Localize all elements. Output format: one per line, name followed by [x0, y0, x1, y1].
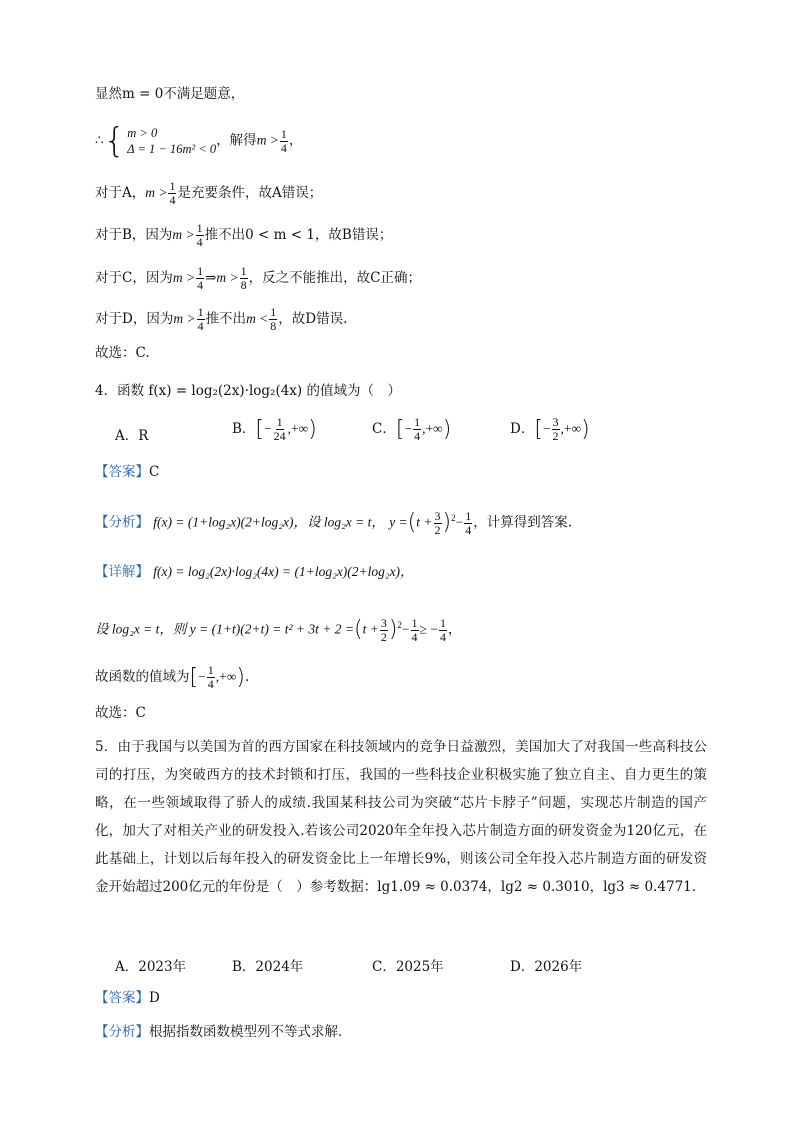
fraction: $\frac{1}{4}$	[280, 126, 287, 155]
text-line: 对于C，因为m > $\frac{1}{4}$ ⇒m > $\frac{1}{8}$ ，反之不能推出，故C正确；	[95, 264, 421, 292]
q4-detail-line2: 设 log₂x = t，则 y = (1+t)(2+t) = t² + 3t + 2 =(t + $\frac{3}{2}$ )$^2$− $\frac{1}{4}$ ≥ − $\frac{1}{4}$ ，	[95, 615, 462, 644]
text-line: 对于A，m > $\frac{1}{4}$ 是充要条件，故A错误；	[95, 179, 323, 207]
q5-option-d: D．2026年	[510, 959, 583, 975]
q4-option-a: A．R	[115, 428, 149, 444]
q5-answer: 【答案】D	[95, 990, 160, 1006]
q5-option-a: A．2023年	[115, 959, 187, 975]
q4-range: 故函数的值域为[− $\frac{1}{4}$ ,+∞).	[95, 663, 250, 691]
q5-option-b: B．2024年	[232, 959, 304, 975]
question-4-stem: 4．函数 f(x) = log₂(2x)·log₂(4x) 的值域为（ ）	[95, 383, 401, 399]
q4-option-c: C．[− $\frac{1}{4}$ ,+∞)	[372, 415, 452, 443]
inequality-system: { m > 0 Δ = 1 − 16m² < 0	[103, 121, 217, 161]
text-line: 显然m = 0不满足题意，	[95, 86, 245, 102]
q4-choice: 故选：C	[95, 705, 146, 721]
inequality-system-line: ∴ { m > 0 Δ = 1 − 16m² < 0 ，解得m > $\frac{1}{4}$ ，	[95, 121, 303, 161]
q4-option-d: D．[− $\frac{3}{2}$ ,+∞)	[510, 415, 590, 443]
text-line: 对于D，因为m > $\frac{1}{4}$ 推不出m < $\frac{1}{8}$ ，故D错误.	[95, 305, 348, 333]
q4-analysis: 【分析】 f(x) = (1+log₂x)(2+log₂x)，设 log₂x = t， y =(t + $\frac{3}{2}$ )$^2$− $\frac{1}{4}$ ，计算得到答案.	[95, 508, 573, 537]
q5-option-c: C．2025年	[372, 959, 444, 975]
text-line: 对于B，因为m > $\frac{1}{4}$ 推不出0 < m < 1，故B错误；	[95, 221, 393, 249]
q4-answer: 【答案】C	[95, 464, 160, 480]
text-line: 故选：C.	[95, 345, 150, 361]
q5-analysis: 【分析】根据指数函数模型列不等式求解．	[95, 1024, 352, 1040]
q4-option-b: B．[− $\frac{1}{24}$ ,+∞)	[232, 415, 317, 443]
question-5-stem: 5．由于我国与以美国为首的西方国家在科技领域内的竞争日益激烈，美国加大了对我国一些高科技公司的打压，为突破西方的技术封锁和打压，我国的一些科技企业积极实施了独立自主、自力更生的策略，在一些领域取得了骄人的成绩.我国某科技公司为突破“芯片卡脖子”问题，实现芯片制造的国产化，加大了对相关产业的研发投入.若该公司2020年全年投入芯片制造方面的研发资金为120亿元，在此基础上，计划以后每年投入的研发资金比上一年增长9%，则该公司全年投入芯片制造方面的研发资金开始超过200亿元的年份是（ ）参考数据：lg1.09 ≈ 0.0374，lg2 ≈ 0.3010，lg3 ≈ 0.4771.	[95, 739, 707, 895]
q4-detail: 【详解】 f(x) = log₂(2x)·log₂(4x) = (1+log₂x)(2+log₂x)，	[95, 564, 414, 580]
